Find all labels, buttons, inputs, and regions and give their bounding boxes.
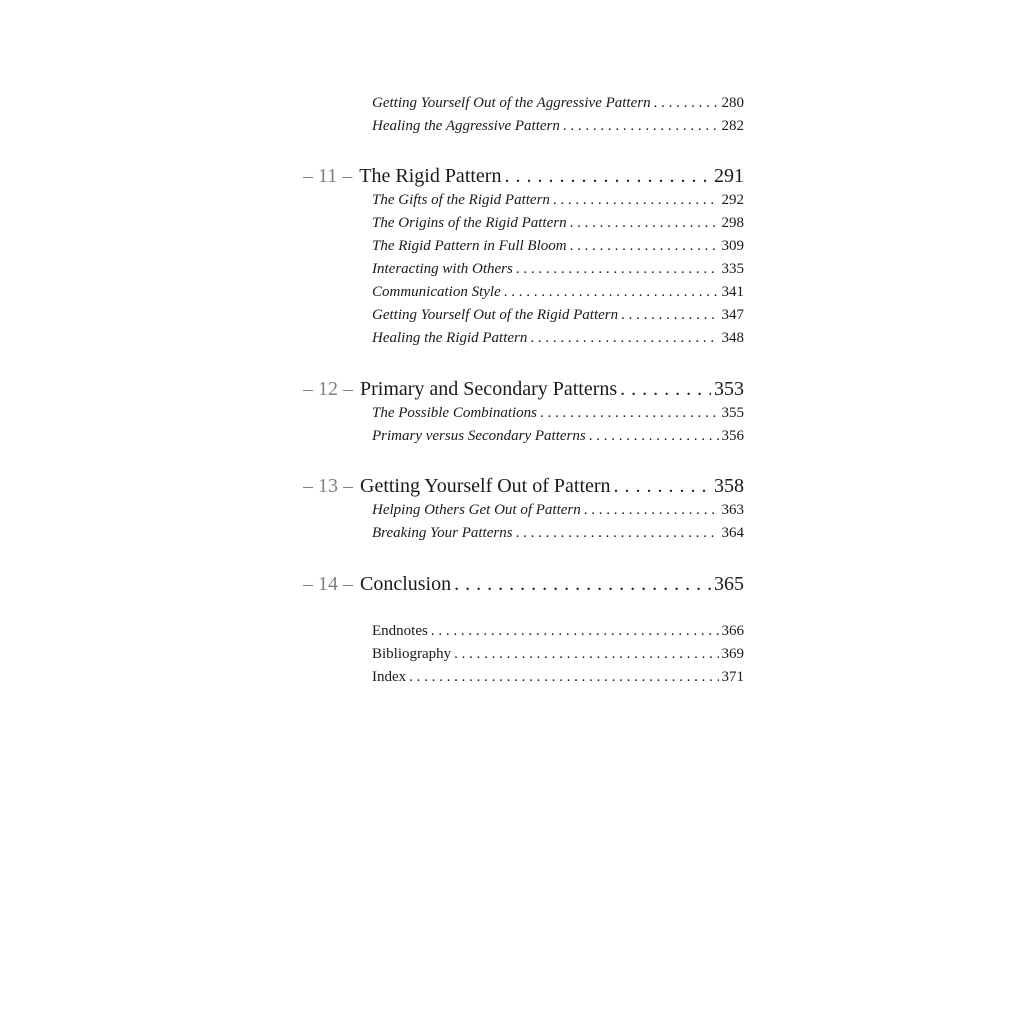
dot-leader [540,403,718,423]
back-matter-title: Index [372,669,407,685]
chapter-title: Getting Yourself Out of Pattern [360,475,611,497]
back-matter-page: 369 [721,646,744,662]
dot-leader [620,376,711,402]
back-matter-page: 366 [721,623,744,639]
chapter-number: – 13 – [303,475,353,497]
toc-entry-page: 348 [721,330,744,346]
chapter-page: 291 [714,165,744,187]
back-matter-title: Bibliography [372,646,452,662]
dot-leader [454,571,711,597]
dot-leader [454,644,718,664]
back-matter-entry [372,667,744,687]
toc-entry-title: Communication Style [372,284,501,300]
dot-leader [530,328,718,348]
toc-entry [372,93,744,113]
chapter-heading [303,571,744,597]
toc-entry-title: The Possible Combinations [372,405,538,421]
dot-leader [584,500,719,520]
dot-leader [614,473,711,499]
chapter-number: – 14 – [303,573,353,595]
dot-leader [570,236,719,256]
dot-leader [516,259,719,279]
toc-entry [372,305,744,325]
toc-entry-page: 356 [721,428,744,444]
dot-leader [409,667,718,687]
dot-leader [504,163,711,189]
toc-entry-title: Getting Yourself Out of the Rigid Pattern [372,307,619,323]
toc-entry-page: 335 [721,261,744,277]
back-matter-page: 371 [721,669,744,685]
toc-entry-page: 280 [721,95,744,111]
toc-entry [372,523,744,543]
chapter-page: 358 [714,475,744,497]
toc-entry [372,328,744,348]
chapter-heading [303,163,744,189]
toc-entry [372,190,744,210]
dot-leader [553,190,719,210]
toc-entry [372,282,744,302]
toc-entry-title: Healing the Rigid Pattern [372,330,528,346]
dot-leader [621,305,718,325]
chapter-number: – 11 – [303,165,353,187]
toc-entry-title: Primary versus Secondary Patterns [372,428,586,444]
toc-entry-title: The Origins of the Rigid Pattern [372,215,567,231]
toc-entry-title: The Gifts of the Rigid Pattern [372,192,550,208]
toc-entry-page: 341 [721,284,744,300]
toc-entry-page: 298 [721,215,744,231]
toc-entry-page: 347 [721,307,744,323]
toc-entry [372,426,744,446]
chapter-title: The Rigid Pattern [359,165,502,187]
toc-entry [372,259,744,279]
chapter-number: – 12 – [303,378,353,400]
back-matter-title: Endnotes [372,623,428,639]
toc-entry-title: Getting Yourself Out of the Aggressive Pattern [372,95,651,111]
chapter-heading [303,473,744,499]
chapter-page: 365 [714,573,744,595]
toc-entry-title: The Rigid Pattern in Full Bloom [372,238,567,254]
dot-leader [570,213,719,233]
toc-entry-page: 355 [721,405,744,421]
toc-entry [372,116,744,136]
toc-entry-page: 282 [721,118,744,134]
toc-entry-title: Interacting with Others [372,261,513,277]
chapter-title: Conclusion [360,573,452,595]
toc-entry-title: Helping Others Get Out of Pattern [372,502,581,518]
toc-entry-page: 364 [721,525,744,541]
toc-entry-page: 309 [721,238,744,254]
toc-entry [372,213,744,233]
dot-leader [654,93,719,113]
toc-entry-title: Healing the Aggressive Pattern [372,118,560,134]
toc-entry-title: Breaking Your Patterns [372,525,513,541]
toc-entry [372,500,744,520]
chapter-heading [303,376,744,402]
dot-leader [589,426,719,446]
dot-leader [504,282,719,302]
dot-leader [516,523,719,543]
chapter-page: 353 [714,378,744,400]
toc-entry [372,236,744,256]
toc-entry-page: 363 [721,502,744,518]
toc-entry [372,403,744,423]
back-matter-entry [372,644,744,664]
back-matter-entry [372,621,744,641]
dot-leader [563,116,719,136]
chapter-title: Primary and Secondary Patterns [360,378,618,400]
dot-leader [431,621,719,641]
toc-entry-page: 292 [721,192,744,208]
